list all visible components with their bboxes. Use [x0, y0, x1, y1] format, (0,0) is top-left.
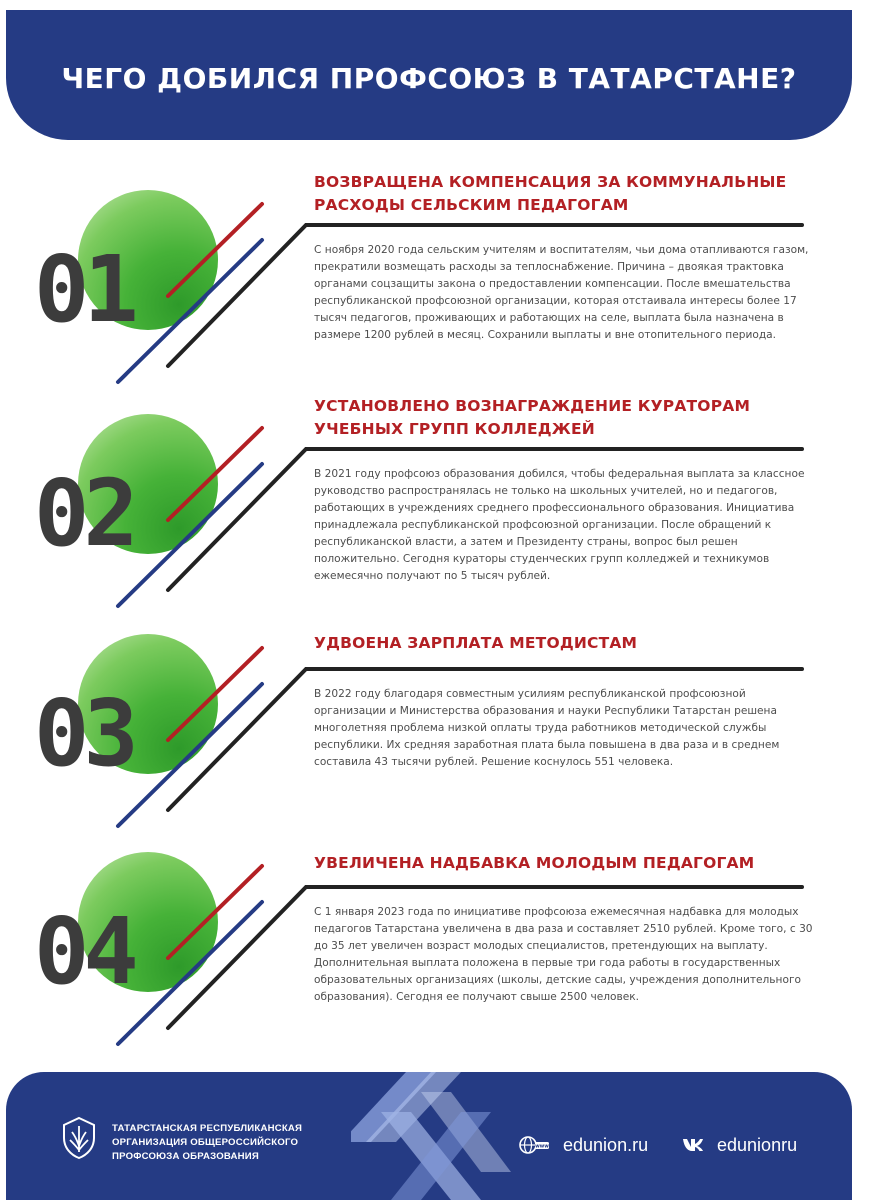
achievement-section-1 [0, 168, 872, 398]
website-text: edunion.ru [563, 1134, 649, 1155]
header-banner [6, 10, 852, 140]
section-body: В 2022 году благодаря совместным усилиям республиканской профсоюзной организации и Министерства образования и науки Республики Татарстан решена многолетняя проблема низкой оплаты труда работников методической службы республики. Их средняя заработная плата была повышена в два раза и в среднем составила 43 тысячи рублей. Решение коснулось 551 человека. [314, 688, 780, 768]
section-number: 01 [34, 236, 133, 343]
achievement-section-4 [0, 830, 872, 1060]
page-title: ЧЕГО ДОБИЛСЯ ПРОФСОЮЗ В ТАТАРСТАНЕ? [61, 62, 797, 95]
section-number: 04 [34, 898, 133, 1005]
section-title: УДВОЕНА ЗАРПЛАТА МЕТОДИСТАМ [314, 634, 638, 652]
section-body: С 1 января 2023 года по инициативе профсоюза ежемесячная надбавка для молодых педагогов Татарстана увеличена в два раза и составляет 2510 рублей. Кроме того, с 30 до 35 лет увеличен возраст молодых специалистов, претендующих на выплату. Дополнительная выплата положена в первые три года работы в государственных образовательных организациях (школы, детские сады, учреждения дополнительного образования). Сегодня ее получают свыше 2500 человек. [314, 906, 813, 1003]
navy-line [118, 902, 262, 1044]
achievement-section-3 [0, 612, 872, 842]
achievement-section-2 [0, 392, 872, 622]
footer-banner [6, 1072, 852, 1200]
section-title: УСТАНОВЛЕНО ВОЗНАГРАЖДЕНИЕ КУРАТОРАМ УЧЕБНЫХ ГРУПП КОЛЛЕДЖЕЙ [314, 397, 751, 438]
navy-line [118, 684, 262, 826]
section-number: 03 [34, 680, 133, 787]
vk-text: edunionru [717, 1134, 798, 1155]
section-title: ВОЗВРАЩЕНА КОМПЕНСАЦИЯ ЗА КОММУНАЛЬНЫЕ РАСХОДЫ СЕЛЬСКИМ ПЕДАГОГАМ [314, 173, 787, 214]
section-body: В 2021 году профсоюз образования добился, чтобы федеральная выплата за классное руководство распространялась не только на школьных учителей, но и педагогов, работающих в учреждениях среднего профессионального образования. Инициатива принадлежала республиканской профсоюзной организации. После обращений к республиканской власти, а затем и Президенту страны, вопрос был решен положительно. Сегодня кураторы студенческих групп колледжей и техникумов ежемесячно получают по 5 тысяч рублей. [314, 468, 805, 582]
svg-text:www: www [535, 1143, 549, 1150]
vk-icon [682, 1138, 704, 1152]
navy-line [118, 464, 262, 606]
vk-link[interactable] [682, 1134, 797, 1156]
section-title: УВЕЛИЧЕНА НАДБАВКА МОЛОДЫМ ПЕДАГОГАМ [314, 854, 755, 872]
website-link[interactable] [518, 1134, 648, 1156]
www-globe-icon [518, 1135, 550, 1155]
section-number: 02 [34, 460, 133, 567]
decorative-stripes [351, 1072, 521, 1200]
org-name: ТАТАРСТАНСКАЯ РЕСПУБЛИКАНСКАЯ ОРГАНИЗАЦИЯ ОБЩЕРОССИЙСКОГО ПРОФСОЮЗА ОБРАЗОВАНИЯ [112, 1123, 303, 1162]
navy-line [118, 240, 262, 382]
union-logo-icon [58, 1116, 100, 1160]
section-body: С ноября 2020 года сельским учителям и воспитателям, чьи дома отапливаются газом, прекратили возмещать расходы за теплоснабжение. Причина – двоякая трактовка органами соцзащиты закона о предоставлении компенсации. После вмешательства республиканской профсоюзной организации, которая отстаивала интересы более 17 тысяч педагогов, проживающих и работающих на селе, выплата была назначена в размере 1200 рублей в месяц. Сохранили выплаты и вне отопительного периода. [314, 244, 809, 341]
